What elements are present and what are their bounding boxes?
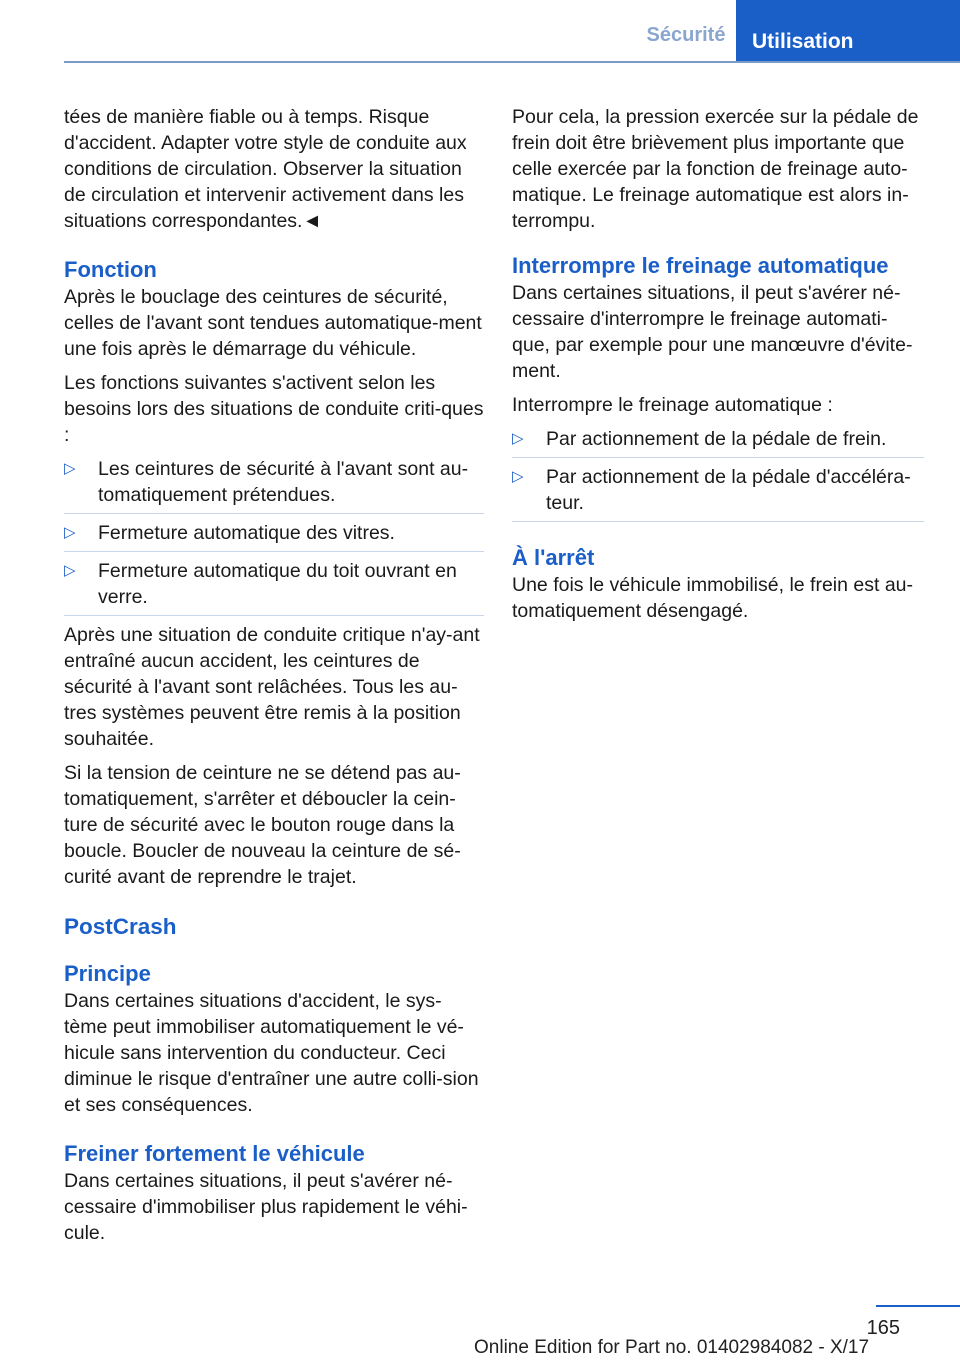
footer-rule [876,1305,960,1307]
paragraph: Si la tension de ceinture ne se détend pas au-tomatiquement, s'arrêter et déboucler la cein-ture de sécurité avec le bouton rouge dans la boucle. Boucler de nouveau la ceinture de sé-curité avant de reprendre le trajet. [64,762,461,888]
heading-postcrash: PostCrash [64,914,177,939]
list-item-text: Par actionnement de la pédale de frein. [546,428,887,450]
paragraph-text: tées de manière fiable ou à temps. Risque d'accident. Adapter votre style de conduite aux conditions de circulation. Observer la situation de circulation et intervenir activement dans les situations correspondantes. [64,106,467,232]
paragraph: Pour cela, la pression exercée sur la pédale de frein doit être brièvement plus importante que celle exercée par la fonction de freinage auto-matique. Le freinage automatique est alors in-terrompu. [512,106,919,232]
paragraph: Après le bouclage des ceintures de sécurité, celles de l'avant sont tendues automatique-ment une fois après le démarrage du véhicule. [64,286,482,360]
heading-arret: À l'arrêt [512,545,595,570]
bullet-list [64,456,484,616]
list-item-text: Par actionnement de la pédale d'accéléra-teur. [546,466,911,514]
right-column [512,104,924,632]
list-item [64,520,484,552]
heading-interrompre: Interrompre le freinage automatique [512,253,889,278]
triangle-bullet-icon: ▷ [64,460,76,477]
edition-note: Online Edition for Part no. 01402984082 - X/17 [474,1337,870,1358]
paragraph: Dans certaines situations d'accident, le sys-tème peut immobiliser automatiquement le vé-hicule sans intervention du conducteur. Ceci diminue le risque d'entraîner une autre colli-sion et ses conséquences. [64,990,479,1116]
list-item [512,426,924,458]
bullet-list [512,426,924,522]
left-column [64,104,484,1254]
paragraph [64,104,484,234]
paragraph: Interrompre le freinage automatique : [512,394,833,416]
active-tab-label: Utilisation [752,30,854,53]
paragraph: Les fonctions suivantes s'activent selon les besoins lors des situations de conduite criti-ques : [64,372,484,446]
list-item [64,456,484,514]
paragraph: Une fois le véhicule immobilisé, le frein est au-tomatiquement désengagé. [512,574,914,622]
heading-principe: Principe [64,961,151,986]
list-item-text: Les ceintures de sécurité à l'avant sont au-tomatiquement prétendues. [98,458,469,506]
heading-fonction: Fonction [64,257,157,282]
list-item-text: Fermeture automatique des vitres. [98,522,395,544]
triangle-bullet-icon: ▷ [64,562,76,579]
page-number: 165 [866,1317,900,1339]
heading-freiner: Freiner fortement le véhicule [64,1141,365,1166]
triangle-bullet-icon: ▷ [64,524,76,541]
end-mark-icon: ◄ [302,210,322,232]
paragraph: Après une situation de conduite critique n'ay-ant entraîné aucun accident, les ceintures de sécurité à l'avant sont relâchées. Tous les au-tres systèmes peuvent être remis à la position souhaitée. [64,624,480,750]
section-label: Sécurité [646,24,726,46]
list-item [512,464,924,522]
triangle-bullet-icon: ▷ [512,430,524,447]
page-header [0,0,960,64]
header-rule [64,61,960,63]
list-item-text: Fermeture automatique du toit ouvrant en verre. [98,560,457,608]
list-item [64,558,484,616]
paragraph: Dans certaines situations, il peut s'avérer né-cessaire d'immobiliser plus rapidement le véhi-cule. [64,1170,468,1244]
paragraph: Dans certaines situations, il peut s'avérer né-cessaire d'interrompre le freinage automati-que, par exemple pour une manœuvre d'évite-ment. [512,282,913,382]
triangle-bullet-icon: ▷ [512,468,524,485]
